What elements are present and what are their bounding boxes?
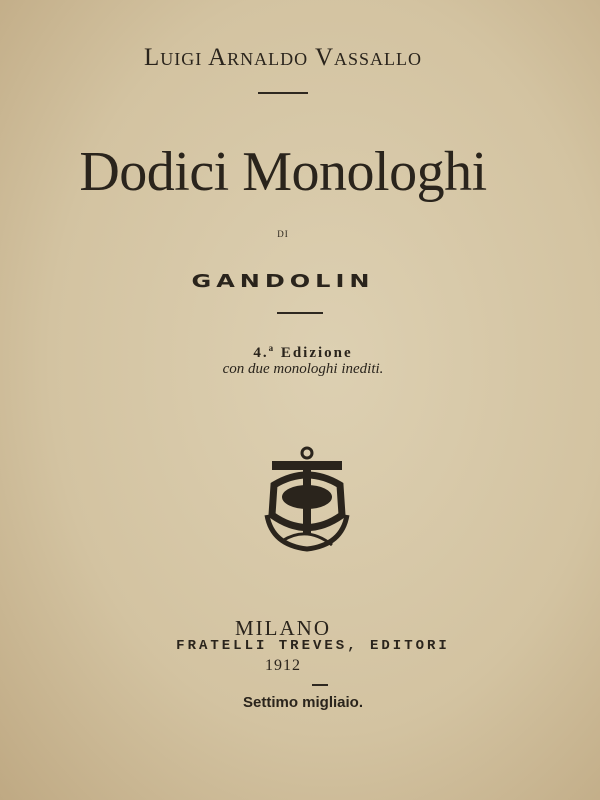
book-title: Dodici Monologhi: [79, 141, 487, 203]
city: MILANO: [235, 616, 331, 640]
divider: [277, 312, 323, 314]
year: 1912: [265, 657, 301, 674]
edition: [20, 343, 586, 362]
print-run: Settimo migliaio.: [242, 694, 363, 711]
by-label: DI: [277, 229, 289, 239]
edition-suffix: a: [268, 343, 276, 353]
divider: [258, 92, 308, 94]
subtitle: con due monologhi inediti.: [222, 361, 384, 377]
divider: [312, 684, 328, 686]
publisher: FRATELLI TREVES, EDITORI: [176, 638, 450, 654]
edition-number: 4.: [253, 345, 269, 361]
edition-label: Edizione: [280, 345, 353, 361]
pseudonym: GANDOLIN: [191, 270, 375, 292]
publisher-anchor-emblem-icon: [262, 445, 352, 557]
author-name: Luigi Arnaldo Vassallo: [143, 44, 423, 71]
